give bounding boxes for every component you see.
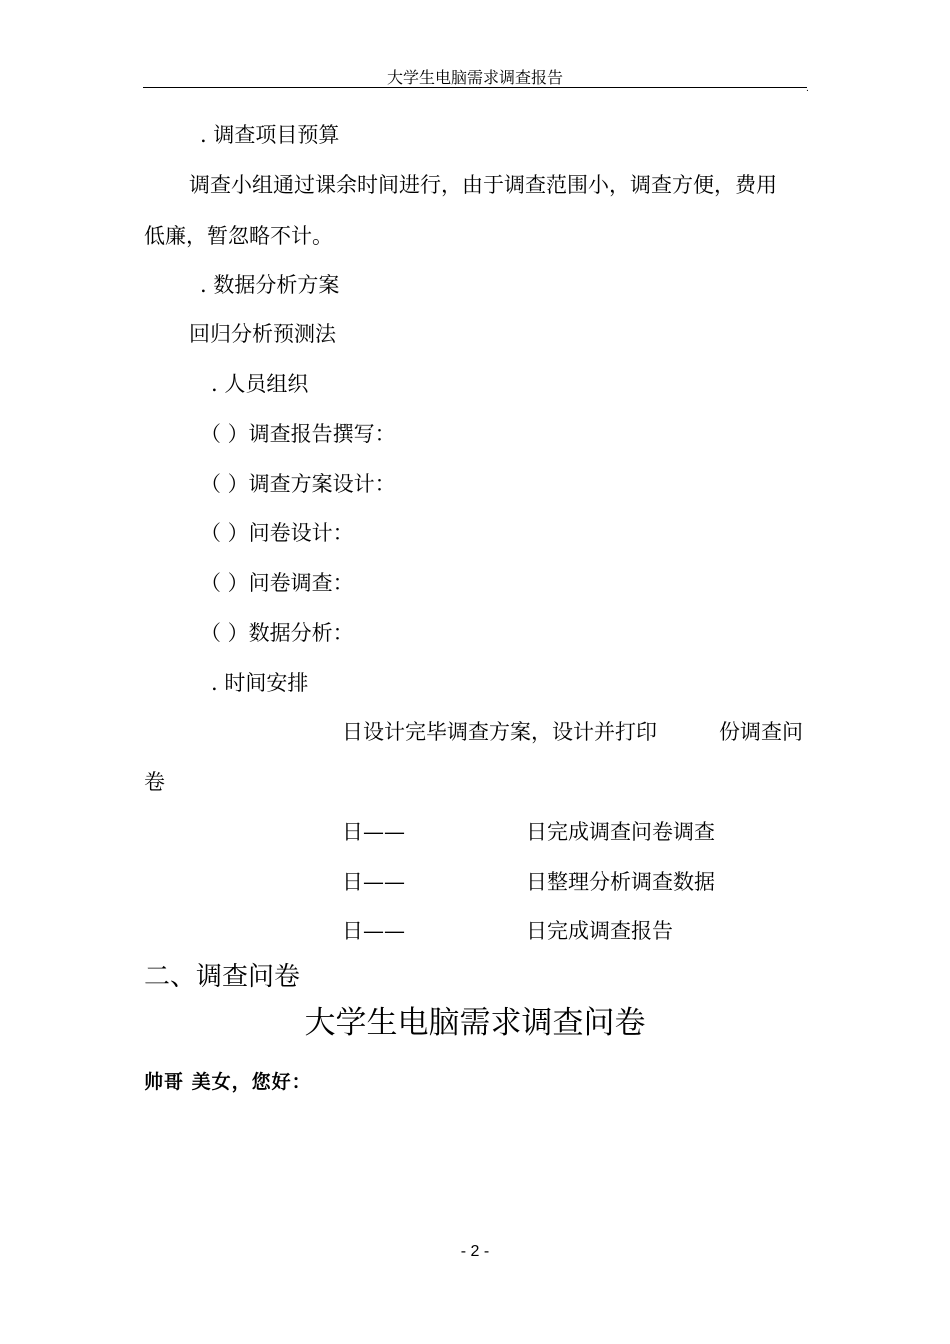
header-mark: . <box>806 84 809 94</box>
schedule-row-from: 日—— <box>342 870 405 894</box>
schedule-line1-part-a: 日设计完毕调查方案，设计并打印 <box>342 720 657 744</box>
schedule-line1-part-b: 份调查问 <box>719 720 803 744</box>
schedule-row-from: 日—— <box>342 820 405 844</box>
greeting: 帅哥 美女，您好： <box>144 1071 312 1093</box>
budget-text-line1: 调查小组通过课余时间进行，由于调查范围小，调查方便，费用 <box>189 173 777 197</box>
header-title: 大学生电脑需求调查报告 <box>386 68 563 87</box>
schedule-row-from: 日—— <box>342 919 405 943</box>
page-number: - 2 - <box>460 1243 490 1260</box>
analysis-heading: . 数据分析方案 <box>200 273 340 297</box>
schedule-heading: . 时间安排 <box>211 671 309 695</box>
questionnaire-title: 大学生电脑需求调查问卷 <box>304 1005 646 1041</box>
staff-heading: . 人员组织 <box>211 372 309 396</box>
staff-role-questionnaire-survey: （ ）问卷调查： <box>200 571 354 595</box>
staff-role-questionnaire-design: （ ）问卷设计： <box>200 521 354 545</box>
schedule-line1-continuation: 卷 <box>144 770 165 794</box>
budget-heading: . 调查项目预算 <box>200 123 340 147</box>
budget-text-line2: 低廉，暂忽略不计。 <box>144 224 333 248</box>
section-heading-questionnaire: 二、调查问卷 <box>144 962 301 992</box>
staff-role-plan-design: （ ）调查方案设计： <box>200 472 396 496</box>
schedule-row-task: 日整理分析调查数据 <box>526 870 715 894</box>
staff-role-data-analysis: （ ）数据分析： <box>200 621 354 645</box>
schedule-row-task: 日完成调查报告 <box>526 919 673 943</box>
schedule-row-task: 日完成调查问卷调查 <box>526 820 715 844</box>
staff-role-report-writing: （ ）调查报告撰写： <box>200 422 396 446</box>
analysis-text: 回归分析预测法 <box>189 322 336 346</box>
header-divider <box>143 87 807 88</box>
